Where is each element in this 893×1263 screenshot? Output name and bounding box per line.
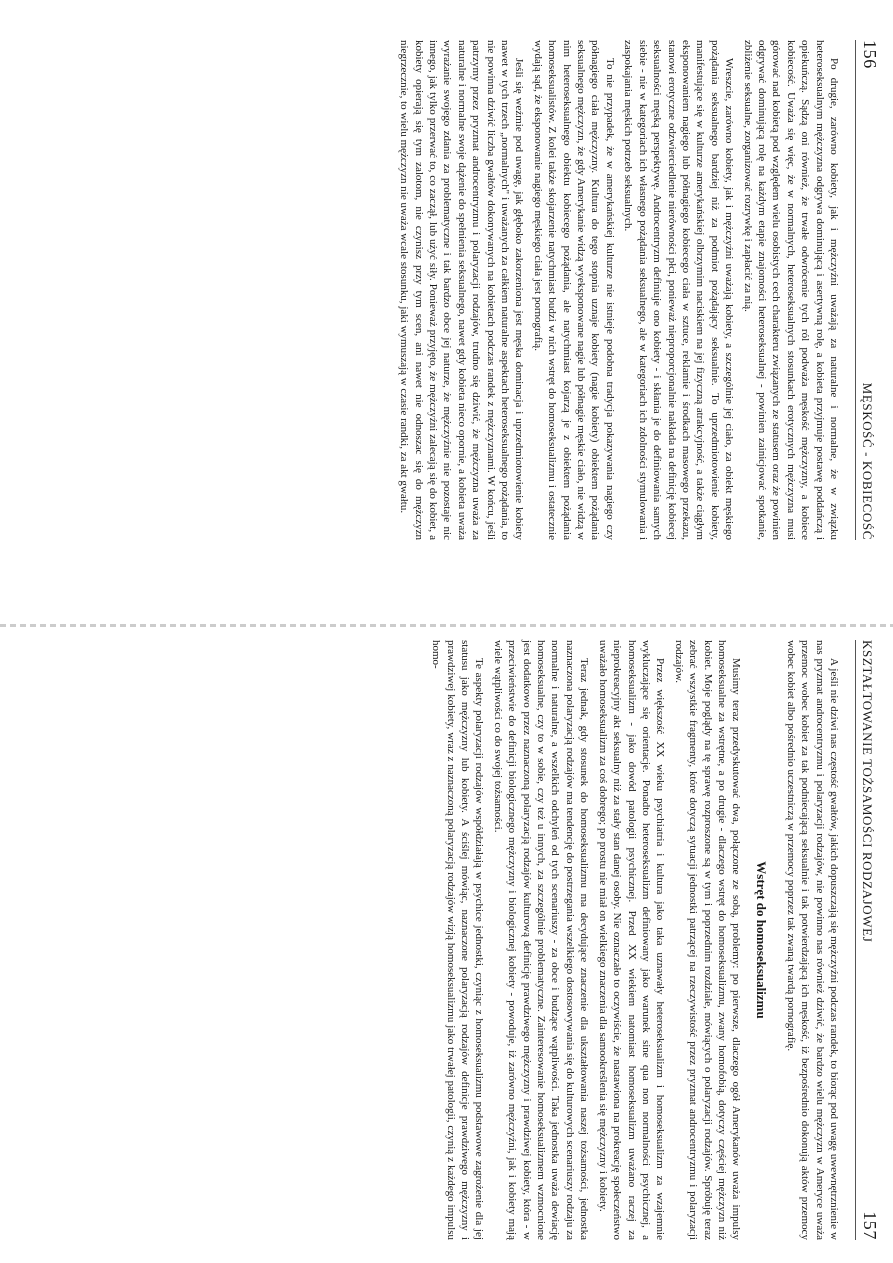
paragraph: Przez większość XX wieku psychiatria i kultura jako taka uznawały heteroseksualizm i homoseksualizm za wzajemnie wykluczające się orientacje. Ponadto heteroseksualizm definiowany jako warunek sine qua non normalności psychicznej, a homoseksualizm - jako dowód patologii psychicznej. Przed XX wiekiem natomiast homoseksualizm uważano raczej za nieprokreacyjny akt seksualny niż za stały stan danej osoby. Nie oznaczało to oczywiście, że nastawiona na prokreację społeczeństwo uważało homoseksualizm za coś dobrego; po prostu nie miał on wielkiego znaczenia dla samookreślenia się mężczyzny i kobiety.	[596, 640, 667, 1240]
running-head: MĘSKOŚĆ - KOBIECOŚĆ	[860, 382, 875, 540]
page-body	[397, 40, 841, 540]
page-header	[855, 640, 880, 1240]
page-156	[20, 40, 880, 540]
paragraph: Jeśli się weźmie pod uwagę, jak głęboko zakorzeniona jest męska dominacja i uprzedmiotowienie kobiety nawet w tych trzech „normalnych" i uważanych za całkiem naturalne aspektach heteroseksualnego pożądania, to nie powinna dziwić liczba gwałtów dokonywanych na kobietach podczas randek z mężczyznami. W końcu, jeśli patrzymy przez pryzmat androcentryzmu i polaryzacji rodzajów, trudno się dziwić, że mężczyzna uważa za naturalne i normalne swoje dążenie do spełnienia seksualnego, nawet gdy kobieta nieco opornie, a kobieta uważa wyrażanie swojego zdania za problematyczne i tak bardzo obce jej naturze, że mężczyźnie nie pozostaje nic innego, jak tylko przerwać to, co zaczął, lub użyć siły. Ponieważ przyjęto, że mężczyźni zalecają się do kobiet, a kobiety opierają się tym zalotom, nie czynisz przy tym scen, ani nawet nie odnoszac się do mężczyzn niegrzecznie, to wielu mężczyzn nie uważa wcale stosunku, jaki wymuszają w czasie randki, za akt gwałtu.	[398, 40, 526, 540]
paragraph: Musimy teraz przedyskutować dwa, połączone ze sobą, problemy: po pierwsze, dlaczego ogół Amerykanów uważa impulsy homoseksualne za wstrętne, a po drugie - dlaczego wstręt do homoseksualizmu, zwany homofobią, dotyczy częściej mężczyzn niż kobiet. Moje poglądy na tę sprawę rozproszone są w tym i poprzednim rozdziale, mówiących o polaryzacji rodzajów. Spróbuję teraz zebrać wszystkie fragmenty, które dotyczą sytuacji jednostki patrzącej na rzeczywistość przez pryzmat androcentryzmu i polaryzacji rodzajów.	[672, 640, 743, 1240]
paragraph: Po drugie, zarówno kobiety, jak i mężczyźni uważają za naturalne i normalne, że w związku heteroseksualnym mężczyzna odgrywa dominującą i asertywną rolę, a kobieta przyjmuje postawę poddańczą i opiekuńczą. Sądzą oni również, że trwałe odwrócenie tych ról podważa męskość mężczyzny, a kobiece kobiecość. Uważa się więc, że w normalnych, heteroseksualnych stosunkach erotycznych mężczyzna musi górować nad kobietą pod względem wielu osobistych cech charakteru związanych ze statusem oraz że powinien odgrywać dominującą rolę na każdym etapie znajomości heteroseksualnej - powinien zainicjować spotkanie, zbliżenie seksualne, zorganizować rozrywkę i zapłacić za nią.	[741, 40, 840, 540]
paragraph: A jeśli nie dziwi nas częstość gwałtów, jakich dopuszczają się mężczyźni podczas randek, to biorąc pod uwagę uwewnętrznienie w nas pryzmat androcentryzmu i polaryzacji rodzajów, nie powinno nas również dziwić, że bardzo wielu mężczyzn w Ameryce uważa przemoc wobec kobiet za tak podniecającą seksualnie i tak potwierdzającą ich męskość, iż bezpośrednio dokonują aktów przemocy wobec kobiet albo pośrednio uczestniczą w przemocy poprzez tak zwaną twardą pornografię.	[784, 640, 840, 1240]
page-body	[429, 640, 841, 1240]
page-number: 156	[860, 40, 880, 69]
running-head: KSZTAŁTOWANIE TOŻSAMOŚCI RODZAJOWEJ	[860, 640, 875, 943]
paragraph: Wreszcie, zarówno kobiety, jak i mężczyźni uważają kobiety, a szczególnie jej ciało, za obiekt męskiego pożądania seksualnego bardziej niż za podmiot pożądający seksualnie. To uprzedmiotowienie kobiety, manifestujące się w kulturze amerykańskiej olbrzymim naciskiem na jej fizyczną atrakcyjność, a także ciągłym eksponowaniem nagiego lub półnagiego kobiecego ciała w sztuce, reklamie i środkach masowego przekazu, stanowi erotyczne odzwierciedlenie nierówności płci, ponieważ nieproporcjonalnie nakłada na definicję kobiecej seksualności męską perspektywę. Androcentryzm definiuje ono kobiety - i skłania je do definiowania samych siebie - nie w kategoriach ich własnego pożądania seksualnego, ale w kategoriach ich zdolności stymulowania i zaspokajania męskich potrzeb seksualnych.	[622, 40, 736, 540]
page-gutter	[0, 624, 893, 627]
paragraph: To nie przypadek, że w amerykańskiej kulturze nie istnieje podobna tradycja pokazywania nagiego czy półnagiego ciała mężczyzny. Kultura do tego stopnia uznaje kobiety (nagie kobiety) obiektem pożądania seksualnego mężczyzn, że gdy Amerykanie widzą wyeksponowane nagie lub półnagie męskie ciało, nie widzą w nim heteroseksualnego obiektu kobiecego pożądania, ale natychmiast kojarzą je z obiektem pożądania homoseksualistów. Z kolei także skojarzenie natychmiast budzi w nich wstręt do homoseksualizmu i ostatecznie wydają sąd, że eksponowanie nagiego męskiego ciała jest pornografią.	[531, 40, 616, 540]
paragraph: Teraz jednak, gdy stosunek do homoseksualizmu ma decydujące znaczenie dla ukształtowania naszej tożsamości, jednostka naznaczona polaryzacją rodzajów ma tendencję do postrzegania wszelkiego dostosowywania się do kulturowych scenariuszy rodzaju za normalne i naturalne, a wszelkich odchyleń od tych scenariuszy - za obce i budzące wątpliwości. Taka jednostka uważa dewiację homoseksualne, czy to w sobie, czy też u innych, za szczególnie problematyczne. Zainteresowanie homoseksualizmem wzmocnione jest dodatkowo przez naznaczoną polaryzacją rodzajów kulturową definicję prawdziwego mężczyzny i prawdziwej kobiety, która - w przeciwieństwie do definicji biologicznego mężczyzny i biologicznej kobiety - powoduje, iż zarówno mężczyźni, jak i kobiety mają wiele wątpliwości co do swojej tożsamości.	[491, 640, 591, 1240]
page-header	[855, 40, 880, 540]
paragraph: Te aspekty polaryzacji rodzajów współdziałają w psychice jednostki, czyniąc z homoseksualizmu podstawowe zagrożenie dla jej statusu jako mężczyzny lub kobiety. A ściślej mówiąc, naznaczone polaryzacją rodzajów definicje prawdziwego mężczyzny i prawdziwej kobiety, wraz z naznaczoną polaryzacją rodzajów wizją homoseksualizmu jako trwałej patologii, czynią z każdego impulsu homo-	[430, 640, 486, 1240]
page-number: 157	[860, 1211, 880, 1240]
page-157	[20, 640, 880, 1240]
section-title: Wstręt do homoseksualizmu	[754, 861, 770, 1019]
